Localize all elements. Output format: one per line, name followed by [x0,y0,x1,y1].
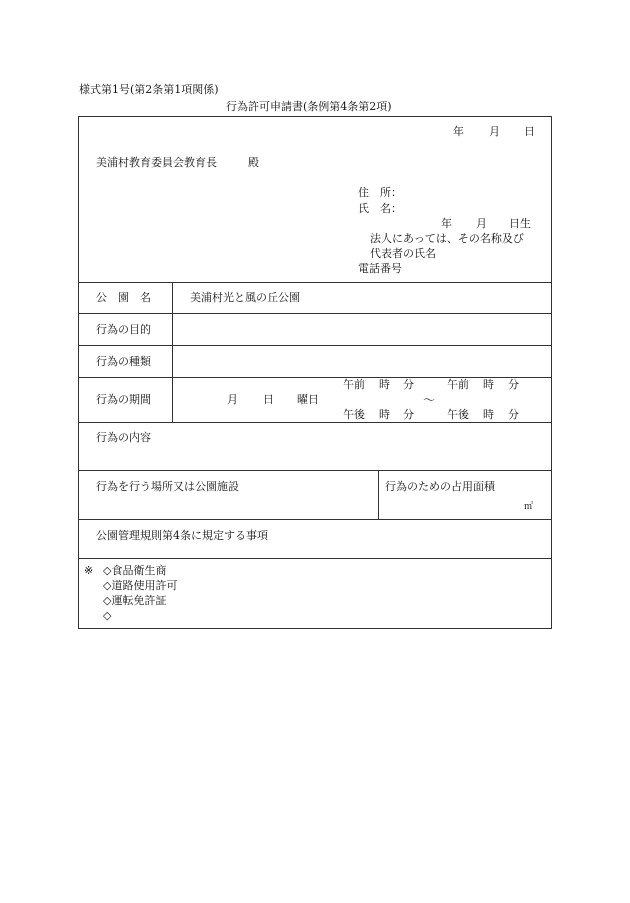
address-label: 住 所： [358,186,402,199]
form-title: 行為許可申請書(条例第4条第2項) [226,100,392,113]
birth-day: 日生 [509,217,531,230]
birth-year: 年 [441,217,452,230]
phone-label: 電話番号 [358,262,402,275]
corporation-note-1: 法人にあっては、その名称及び [370,232,524,245]
row-divider [78,377,552,378]
date-day: 日 [524,125,535,138]
row-divider [78,422,552,423]
pm-end-label: 午後 [447,408,469,421]
place-area-divider [378,470,379,519]
place-label: 行為を行う場所又は公園施設 [96,480,239,493]
name-label: 氏 名： [358,202,402,215]
area-unit: ㎡ [524,502,534,512]
period-tilde: ～ [423,393,436,407]
note-item: ◇運転免許証 [103,594,167,607]
row-divider [78,519,552,520]
period-weekday: 曜日 [297,393,319,406]
am-end-hour: 時 [483,378,494,391]
note-mark: ※ [84,564,94,577]
am-start-minute: 分 [403,378,414,391]
date-year: 年 [453,125,464,138]
form-number: 様式第1号(第2条第1項関係) [79,83,219,96]
note-item: ◇食品衛生商 [103,564,167,577]
pm-start-minute: 分 [403,408,414,421]
pm-end-minute: 分 [508,408,519,421]
period-label: 行為の期間 [96,393,151,406]
row-divider [78,313,552,314]
corporation-note-2: 代表者の氏名 [370,247,436,260]
rules-label: 公園管理規則第4条に規定する事項 [96,529,268,542]
pm-end-hour: 時 [483,408,494,421]
form-frame [78,116,552,629]
am-end-label: 午前 [447,378,469,391]
row-divider [78,470,552,471]
row-divider [78,345,552,346]
area-label: 行為のための占用面積 [385,480,495,493]
note-item: ◇道路使用許可 [103,579,178,592]
am-start-label: 午前 [343,378,365,391]
label-column-divider [172,282,173,422]
row-divider [78,558,552,559]
park-name-label: 公 園 名 [96,291,151,304]
period-day: 日 [263,393,274,406]
pm-start-label: 午後 [343,408,365,421]
content-label: 行為の内容 [96,431,151,444]
birth-month: 月 [476,217,487,230]
am-start-hour: 時 [379,378,390,391]
honorific: 殿 [248,156,259,169]
purpose-label: 行為の目的 [96,323,151,336]
period-month: 月 [227,393,238,406]
park-name-value: 美浦村光と風の丘公園 [190,291,300,304]
pm-start-hour: 時 [379,408,390,421]
am-end-minute: 分 [508,378,519,391]
row-divider [78,282,552,283]
note-item: ◇ [103,609,112,622]
addressee: 美浦村教育委員会教育長 [96,156,217,169]
type-label: 行為の種類 [96,355,151,368]
date-month: 月 [489,125,500,138]
